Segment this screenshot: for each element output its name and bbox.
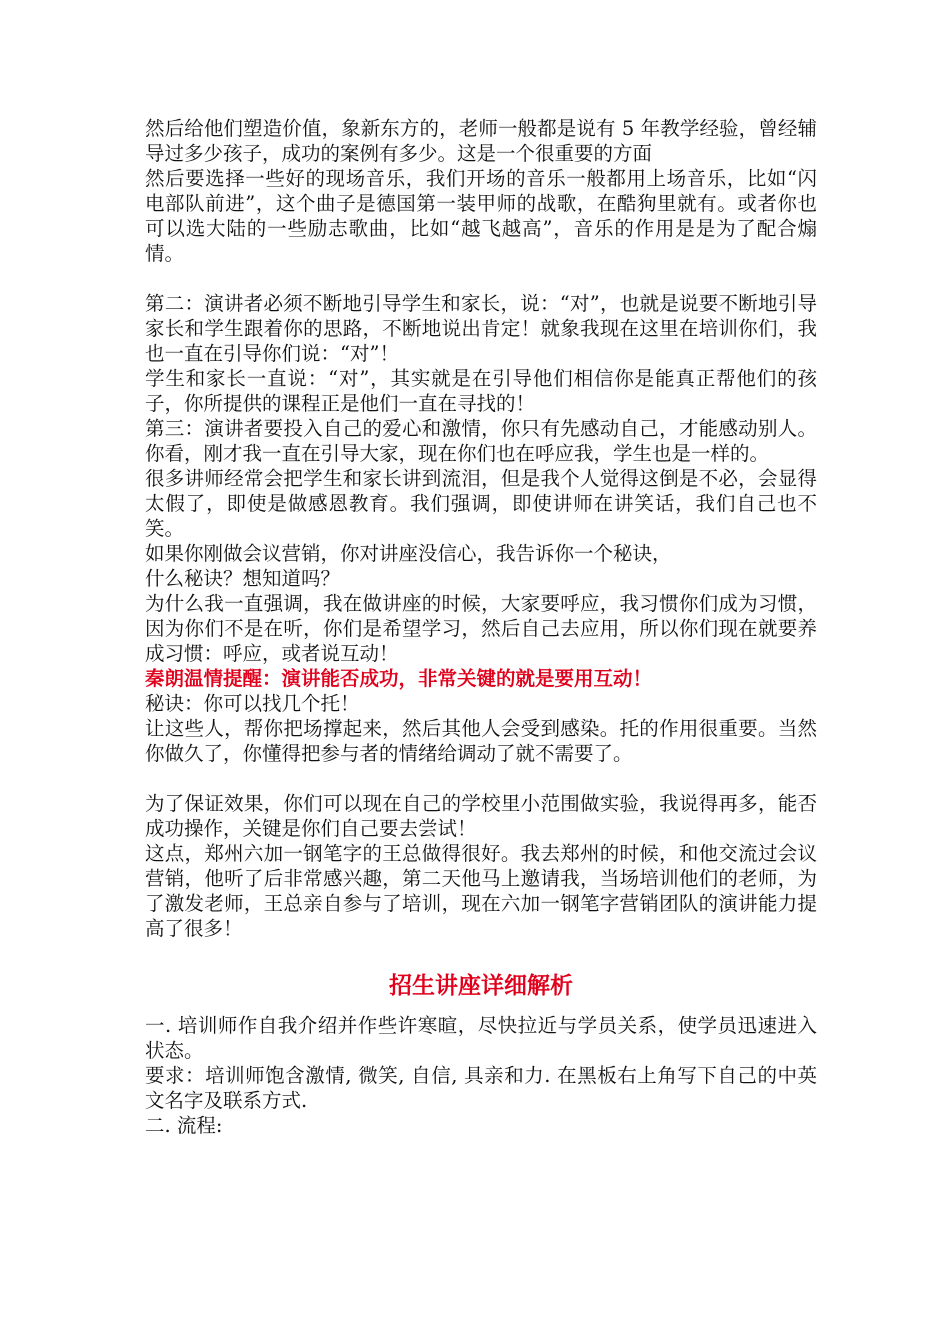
paragraph: 很多讲师经常会把学生和家长讲到流泪，但是我个人觉得这倒是不必，会显得太假了，即使是做感恩教育。我们强调，即使讲师在讲笑话，我们自己也不笑。 [145,467,817,540]
paragraph: 让这些人，帮你把场撑起来，然后其他人会受到感染。托的作用很重要。当然你做久了，你懂得把参与者的情绪给调动了就不需要了。 [145,717,817,765]
paragraph: 然后要选择一些好的现场音乐，我们开场的音乐一般都用上场音乐，比如“闪电部队前进”，这个曲子是德国第一装甲师的战歌，在酷狗里就有。或者你也可以选大陆的一些励志歌曲，比如“越飞越高”，音乐的作用是是为了配合煽情。 [145,167,817,265]
paragraph: 如果你刚做会议营销，你对讲座没信心，我告诉你一个秘诀， [145,542,672,565]
blank-line [145,266,817,291]
paragraph: 学生和家长一直说：“对”，其实就是在引导他们相信你是能真正帮他们的孩子，你所提供的课程正是他们一直在寻找的！ [145,367,817,415]
paragraph: 二. 流程: [145,1114,223,1137]
paragraph: 要求：培训师饱含激情, 微笑, 自信, 具亲和力. 在黑板右上角写下自己的中英文名字及联系方式. [145,1064,817,1112]
paragraph: 为了保证效果，你们可以现在自己的学校里小范围做实验，我说得再多，能否成功操作，关键是你们自己要去尝试！ [145,792,817,840]
highlight-reminder: 秦朗温情提醒：演讲能否成功，非常关键的就是要用互动！ [145,667,653,690]
paragraph: 秘诀：你可以找几个托！ [145,692,360,715]
paragraph: 然后给他们塑造价值，象新东方的，老师一般都是说有 5 年教学经验，曾经辅导过多少孩子，成功的案例有多少。这是一个很重要的方面 [145,117,817,165]
blank-line [145,766,817,791]
paragraph: 第三：演讲者要投入自己的爱心和激情，你只有先感动自己，才能感动别人。你看，刚才我一直在引导大家，现在你们也在呼应我，学生也是一样的。 [145,417,817,465]
document-body [145,116,817,1138]
paragraph: 为什么我一直强调，我在做讲座的时候，大家要呼应，我习惯你们成为习惯，因为你们不是在听，你们是希望学习，然后自己去应用，所以你们现在就要养成习惯：呼应，或者说互动！ [145,592,817,665]
section-title: 招生讲座详细解析 [389,973,573,999]
paragraph: 什么秘诀？想知道吗？ [145,567,341,590]
paragraph: 这点，郑州六加一钢笔字的王总做得很好。我去郑州的时候，和他交流过会议营销，他听了后非常感兴趣，第二天他马上邀请我，当场培训他们的老师，为了激发老师，王总亲自参与了培训，现在六加一钢笔字营销团队的演讲能力提高了很多！ [145,842,817,940]
paragraph: 第二：演讲者必须不断地引导学生和家长，说：“对”，也就是说要不断地引导家长和学生跟着你的思路，不断地说出肯定！就象我现在这里在培训你们，我也一直在引导你们说：“对”！ [145,292,817,365]
paragraph: 一. 培训师作自我介绍并作些许寒暄，尽快拉近与学员关系，使学员迅速进入状态。 [145,1014,817,1062]
